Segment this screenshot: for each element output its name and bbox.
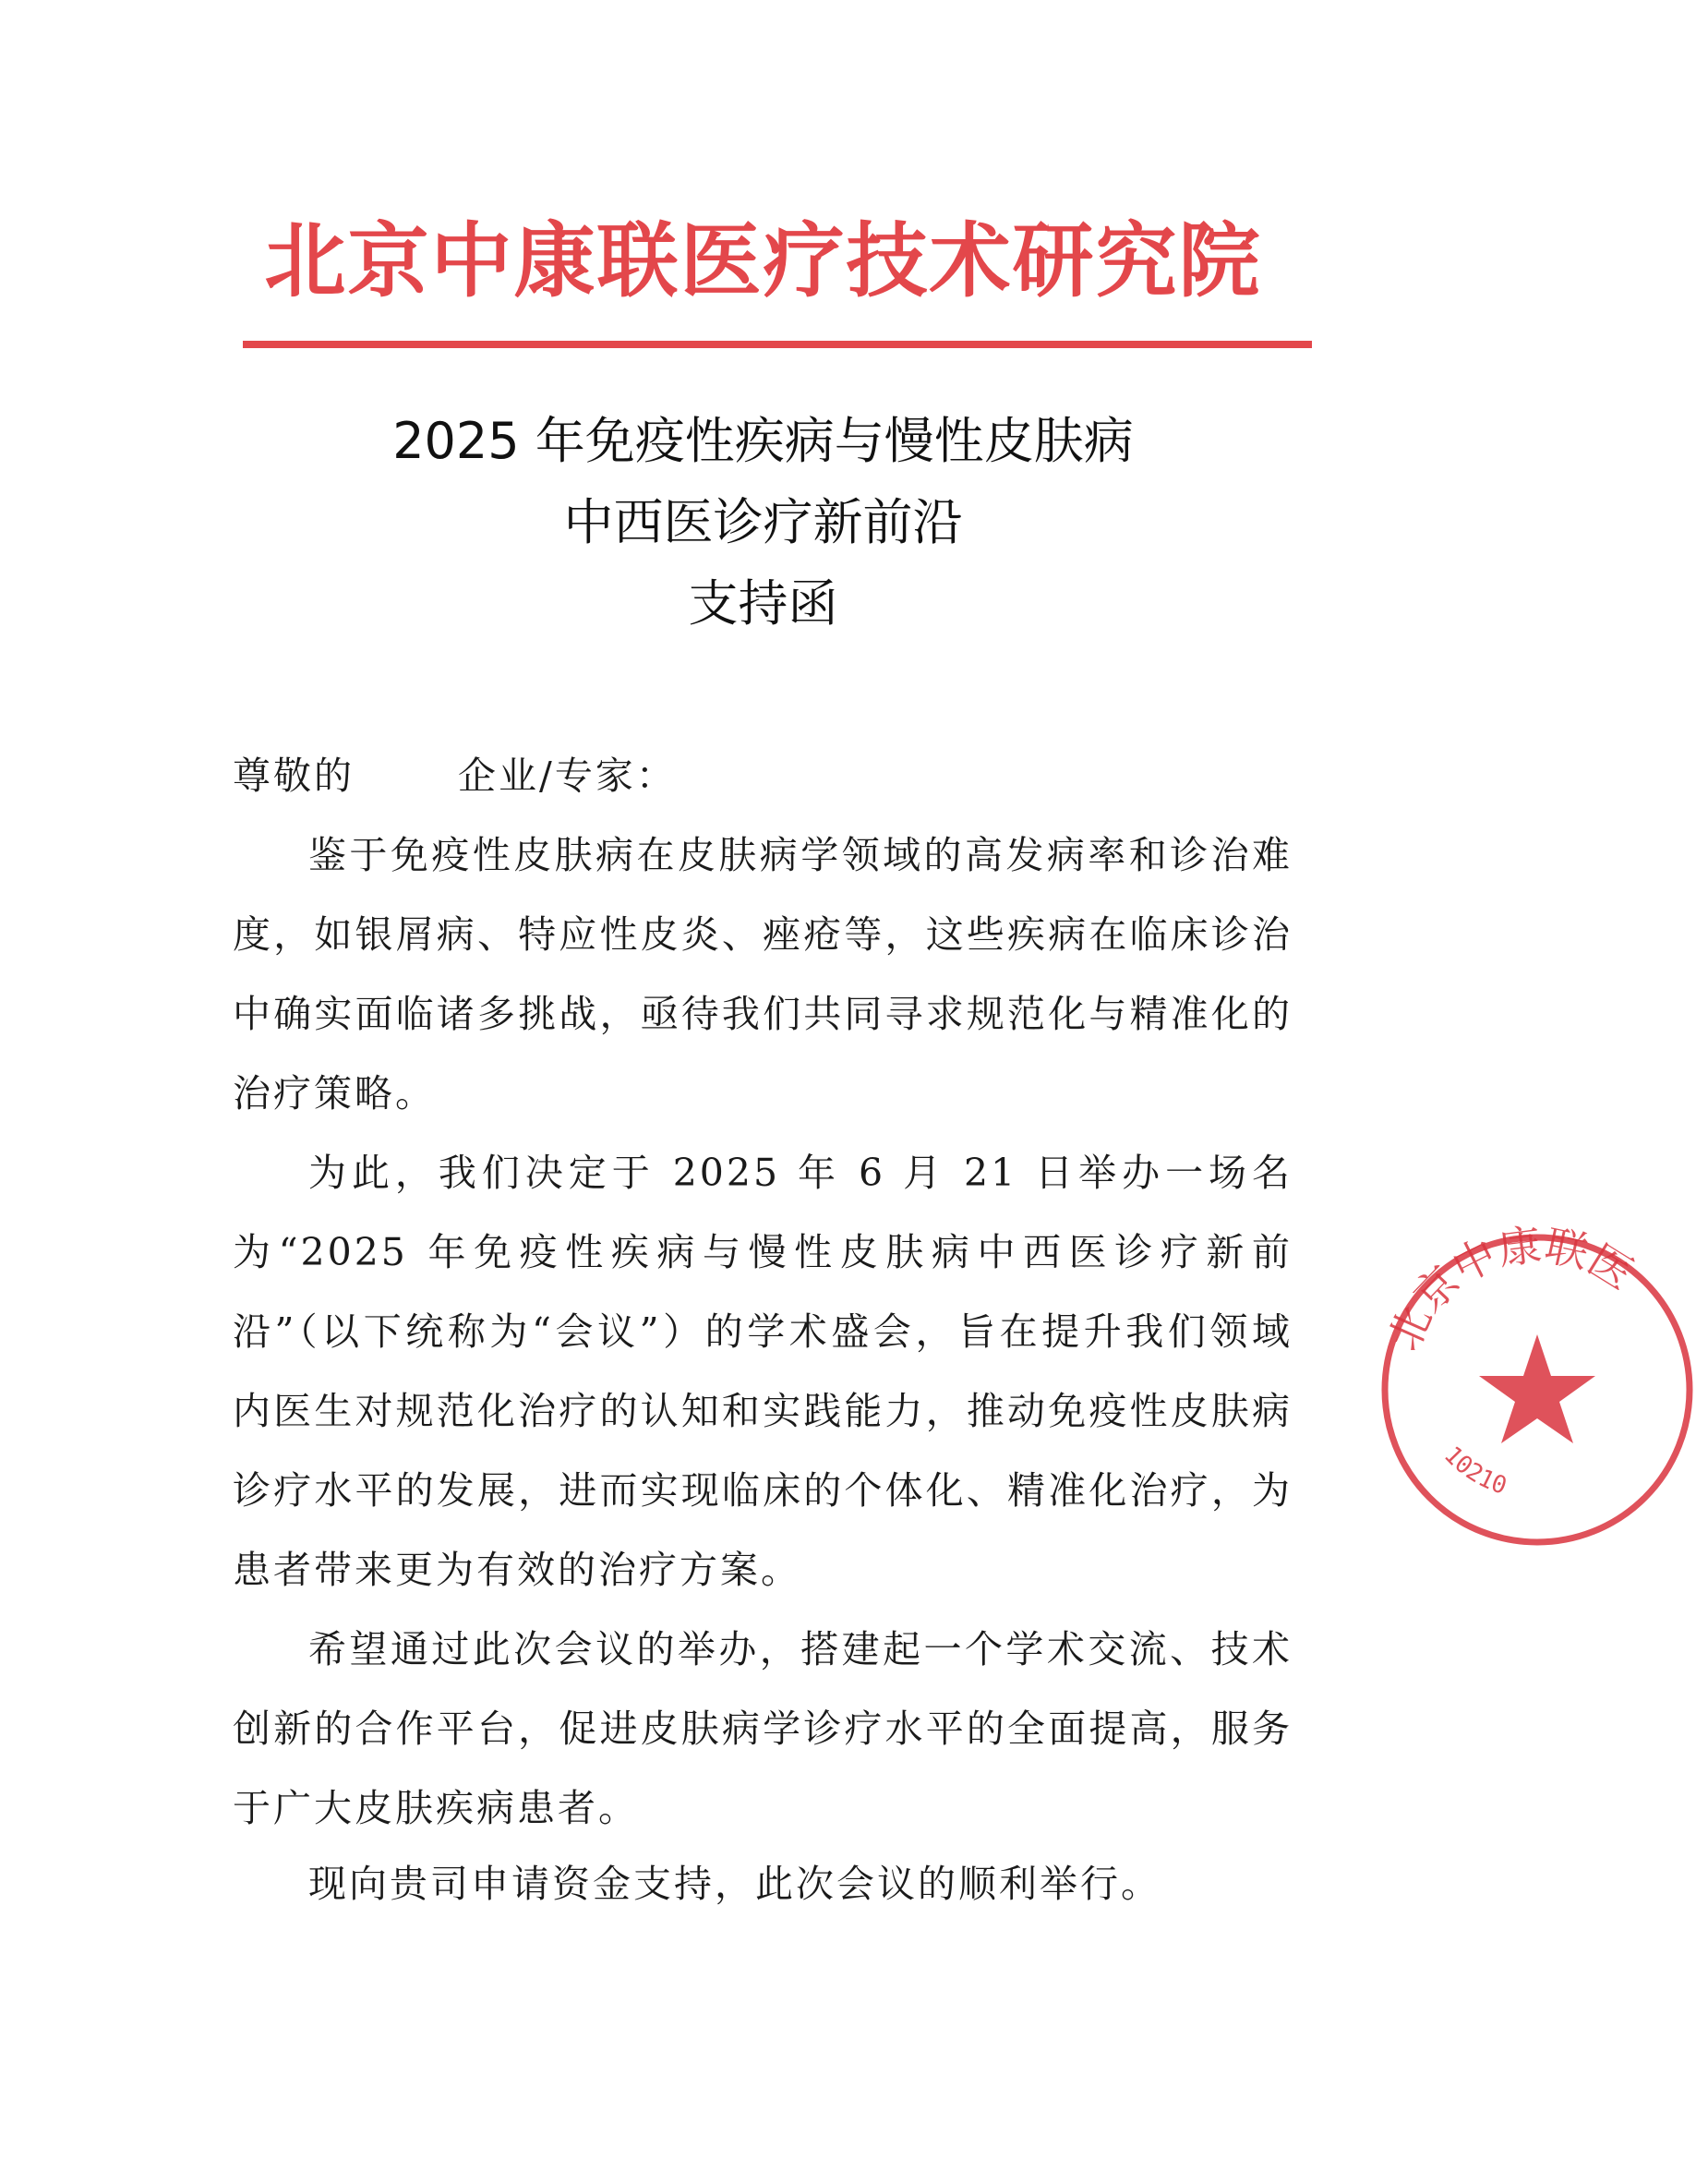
salutation [233, 736, 1293, 815]
body-paragraph: 现向贵司申请资金支持，此次会议的顺利举行。 [308, 1862, 1161, 1906]
body-paragraph: 鉴于免疫性皮肤病在皮肤病学领域的高发病率和诊治难度，如银屑病、特应性皮炎、痤疮等，这些疾病在临床诊治中确实面临诸多挑战，亟待我们共同寻求规范化与精准化的治疗策略。 [233, 833, 1293, 1116]
salutation-suffix: 企业/专家： [458, 754, 677, 798]
letterhead-divider [243, 341, 1312, 348]
body-paragraph: 为此，我们决定于 2025 年 6 月 21 日举办一场名为“2025 年免疫性疾病与慢性皮肤病中西医诊疗新前沿”（以下统称为“会议”）的学术盛会，旨在提升我们领域内医生对规范化治疗的认知和实践能力，推动免疫性皮肤病诊疗水平的发展，进而实现临床的个体化、精准化治疗，为患者带来更为有效的治疗方案。 [233, 1151, 1293, 1592]
document-title-line-3: 支持函 [688, 574, 838, 633]
official-seal-stamp [1357, 1224, 1708, 1547]
seal-star-icon [1479, 1334, 1595, 1443]
document-title-line-2: 中西医诊疗新前沿 [563, 493, 963, 551]
official-seal [1357, 1224, 1642, 1547]
body-paragraph: 希望通过此次会议的举办，搭建起一个学术交流、技术创新的合作平台，促进皮肤病学诊疗水平的全面提高，服务于广大皮肤疾病患者。 [233, 1627, 1293, 1830]
salutation-prefix: 尊敬的 [233, 754, 355, 798]
document-title-line-1: 2025 年免疫性疾病与慢性皮肤病 [392, 412, 1134, 470]
seal-number: 10210 [1437, 1441, 1510, 1501]
organization-letterhead: 北京中康联医疗技术研究院 [264, 212, 1262, 308]
seal-text: 北京中康联医 [1378, 1224, 1642, 1358]
